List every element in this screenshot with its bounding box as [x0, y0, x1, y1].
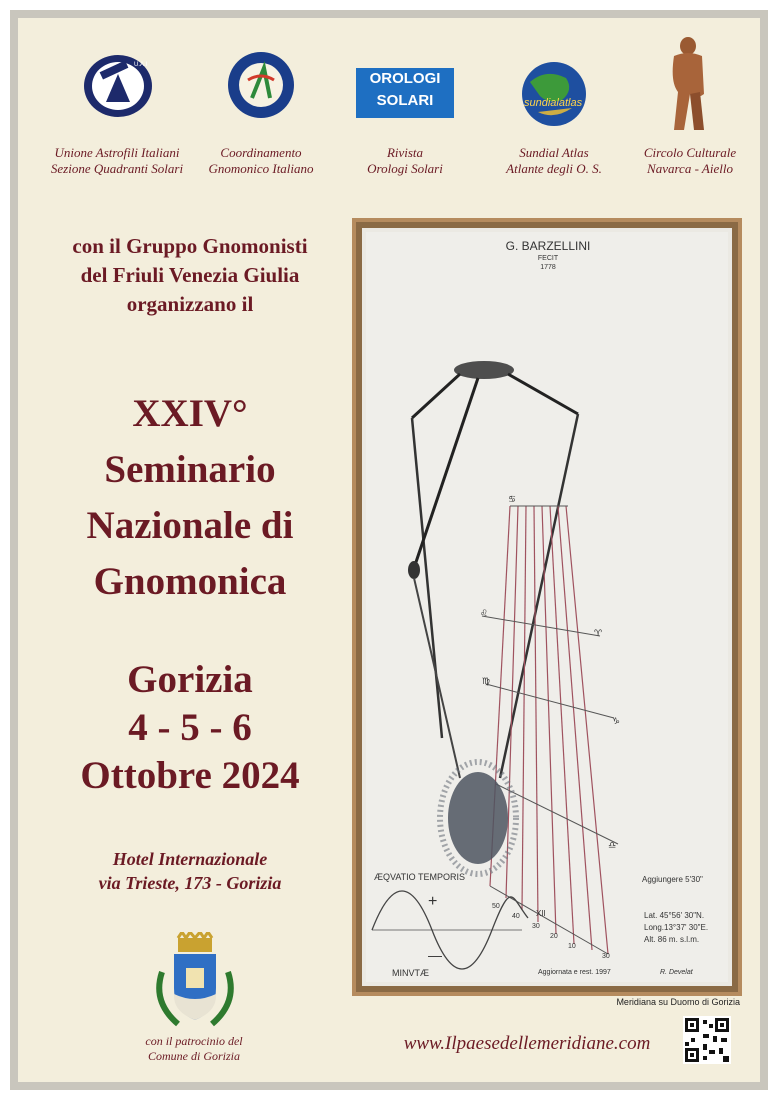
uai-caption [32, 145, 202, 177]
equation-label: ÆQVATIO TEMPORIS [374, 872, 466, 882]
orologi-logo-line: OROLOGI [369, 70, 441, 87]
qr-code-icon[interactable] [683, 1016, 731, 1064]
caption-line: Navarca - Aiello [647, 161, 733, 176]
sundial-atlas-caption [484, 145, 624, 177]
cgi-caption [186, 145, 336, 177]
caption-line: Atlante degli O. S. [506, 161, 602, 176]
caption-line: Rivista [386, 145, 424, 160]
sundial-fecit: FECIT [537, 255, 559, 262]
gnomon-emblem-icon [224, 50, 298, 120]
website-link[interactable]: www.Ilpaesedellemeridiane.com [403, 1033, 651, 1054]
title-line: XXIV° [132, 392, 248, 435]
caption-line: Gnomonico Italiano [208, 161, 314, 176]
venue-line: via Trieste, 173 - Gorizia [98, 873, 282, 893]
scale-mark: 30 [532, 923, 540, 930]
date-line: Gorizia [127, 658, 253, 701]
minutes-label: MINVTÆ [392, 968, 429, 978]
organizers-intro [28, 232, 352, 319]
patronage [104, 1034, 284, 1064]
date-line: Ottobre 2024 [80, 754, 300, 797]
globe-icon [518, 60, 590, 128]
sundial-year: 1778 [540, 264, 556, 271]
event-place-date [20, 656, 360, 800]
scale-mark: 20 [550, 933, 558, 940]
statue-icon [660, 34, 716, 134]
longitude: Long.13°37' 30"E. [644, 923, 709, 932]
zodiac-mark: ♋ [508, 494, 517, 504]
venue-line: Hotel Internazionale [112, 849, 268, 869]
photo-caption: Meridiana su Duomo di Gorizia [616, 997, 740, 1007]
latitude: Lat. 45°56' 30"N. [644, 911, 705, 920]
event-title [20, 386, 360, 610]
sundial-photo [352, 218, 742, 996]
magazine-logo-icon [356, 68, 454, 118]
add-note: Aggiungere 5'30" [642, 875, 703, 884]
zodiac-mark: ♑ [612, 716, 621, 726]
zodiac-mark: ♌ [480, 608, 489, 618]
patronage-line: Comune di Gorizia [147, 1049, 240, 1063]
orologi-solari-caption [340, 145, 470, 177]
noon-mark: XII [536, 909, 546, 918]
caption-line: Circolo Culturale [643, 145, 737, 160]
caption-line: Unione Astrofili Italiani [54, 145, 180, 160]
uai-badge-text: U.A.I [134, 62, 148, 68]
intro-line: del Friuli Venezia Giulia [80, 263, 300, 287]
scale-mark: 10 [568, 943, 576, 950]
sundial-atlas-logo-text: sundialatlas [524, 97, 583, 109]
zodiac-mark: ♎ [608, 840, 617, 850]
title-line: Seminario [104, 448, 276, 491]
coat-of-arms-icon [148, 932, 242, 1032]
date-line: 4 - 5 - 6 [128, 706, 252, 749]
sundial-author: G. BARZELLINI [505, 239, 591, 253]
navarca-caption [622, 145, 758, 177]
intro-line: organizzano il [126, 292, 254, 316]
patronage-line: con il patrocinio del [145, 1034, 243, 1048]
scale-mark: 40 [512, 913, 520, 920]
minus-sign: — [428, 947, 442, 963]
altitude: Alt. 86 m. s.l.m. [644, 935, 700, 944]
restored-note: Aggiornata e rest. 1997 [538, 969, 611, 976]
caption-line: Sezione Quadranti Solari [50, 161, 184, 176]
caption-line: Orologi Solari [367, 161, 443, 176]
plus-sign: + [428, 893, 438, 910]
solari-logo-line: SOLARI [376, 92, 434, 109]
caption-line: Sundial Atlas [519, 145, 589, 160]
scale-mark: 30 [602, 953, 610, 960]
restorer: R. Develat [660, 969, 693, 976]
title-line: Gnomonica [93, 560, 287, 603]
intro-line: con il Gruppo Gnomonisti [72, 234, 308, 258]
zodiac-mark: ♍ [482, 676, 491, 686]
title-line: Nazionale di [86, 504, 294, 547]
zodiac-mark: ♈ [594, 628, 603, 638]
scale-mark: 50 [492, 903, 500, 910]
caption-line: Coordinamento [220, 145, 302, 160]
venue [20, 847, 360, 895]
telescope-emblem-icon [80, 52, 158, 118]
